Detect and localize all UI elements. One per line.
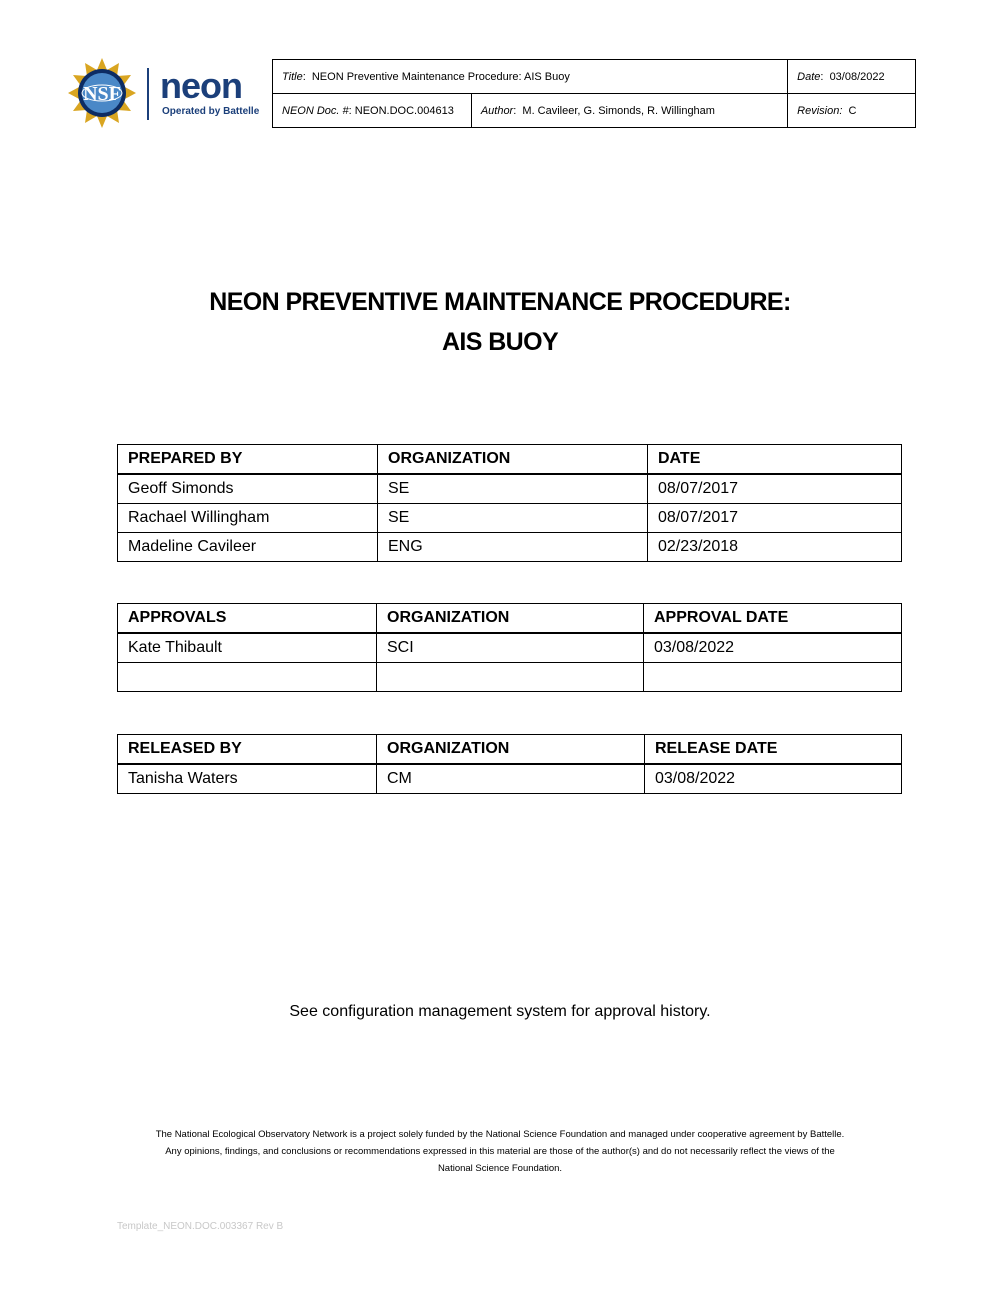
table-cell: 08/07/2017 — [648, 474, 902, 504]
revision-label: Revision: — [797, 104, 843, 117]
table-cell: SCI — [377, 633, 644, 663]
table-cell: 02/23/2018 — [648, 533, 902, 562]
title-value: NEON Preventive Maintenance Procedure: AIS Buoy — [311, 70, 570, 83]
column-header: ORGANIZATION — [377, 735, 645, 765]
column-header: ORGANIZATION — [378, 445, 648, 475]
svg-text:Operated by Battelle: Operated by Battelle — [162, 106, 260, 117]
header-revision-cell — [788, 94, 916, 128]
document-header-table — [272, 59, 916, 128]
prepared-by-table — [117, 444, 902, 562]
template-identifier: Template_NEON.DOC.003367 Rev B — [117, 1221, 284, 1232]
table-cell — [118, 663, 377, 692]
revision-value: C — [848, 104, 857, 117]
table-cell: Kate Thibault — [118, 633, 377, 663]
title-label: Title — [282, 70, 303, 83]
column-header: RELEASE DATE — [645, 735, 902, 765]
table-cell: 03/08/2022 — [644, 633, 902, 663]
header-date-cell: Date: 03/08/2022 — [788, 60, 916, 94]
date-label: Date — [797, 70, 821, 83]
footer-disclaimer — [100, 1126, 900, 1177]
table-cell — [644, 663, 902, 692]
column-header: APPROVALS — [118, 604, 377, 634]
column-header: APPROVAL DATE — [644, 604, 902, 634]
table-row — [118, 764, 902, 794]
footer-line-3: National Science Foundation. — [437, 1163, 563, 1174]
table-cell: 08/07/2017 — [648, 504, 902, 533]
author-value: M. Cavileer, G. Simonds, R. Willingham — [522, 104, 715, 117]
table-header-row — [118, 604, 902, 634]
document-title-line-1: NEON PREVENTIVE MAINTENANCE PROCEDURE: — [209, 288, 791, 316]
table-cell: SE — [378, 504, 648, 533]
column-header: PREPARED BY — [118, 445, 378, 475]
table-cell: Rachael Willingham — [118, 504, 378, 533]
column-header: RELEASED BY — [118, 735, 377, 765]
table-cell: ENG — [378, 533, 648, 562]
footer-line-1: The National Ecological Observatory Network is a project solely funded by the National Science Foundation and managed under cooperative agreement by Battelle. — [155, 1129, 845, 1140]
table-cell — [377, 663, 644, 692]
table-row — [118, 504, 902, 533]
column-header: DATE — [648, 445, 902, 475]
table-cell: SE — [378, 474, 648, 504]
header-title-cell: Title: NEON Preventive Maintenance Procedure: AIS Buoy — [273, 60, 788, 94]
header-logo — [66, 58, 270, 130]
header-doc-number-cell: NEON Doc. #: NEON.DOC.004613 — [273, 94, 472, 128]
table-cell: 03/08/2022 — [645, 764, 902, 794]
doc-number-label: NEON Doc. # — [282, 104, 349, 117]
author-label: Author — [480, 104, 514, 117]
table-cell: Madeline Cavileer — [118, 533, 378, 562]
approvals-table — [117, 603, 902, 692]
header-author-cell: Author: M. Cavileer, G. Simonds, R. Willingham — [471, 94, 787, 128]
document-title — [0, 282, 1000, 362]
doc-number-value: NEON.DOC.004613 — [354, 104, 454, 117]
table-header-row — [118, 735, 902, 765]
svg-text:NSF: NSF — [83, 83, 121, 105]
column-header: ORGANIZATION — [377, 604, 644, 634]
table-cell: Tanisha Waters — [118, 764, 377, 794]
neon-wordmark — [160, 65, 260, 117]
document-title-line-2: AIS BUOY — [441, 328, 559, 356]
table-row — [118, 474, 902, 504]
released-by-table — [117, 734, 902, 794]
approval-history-note: See configuration management system for approval history. — [289, 1003, 711, 1020]
svg-text:neon: neon — [160, 65, 242, 106]
footer-line-2: Any opinions, findings, and conclusions or recommendations expressed in this material are those of the author(s) and do not necessarily reflect the views of the — [165, 1146, 835, 1157]
table-cell: CM — [377, 764, 645, 794]
table-cell: Geoff Simonds — [118, 474, 378, 504]
table-row — [118, 633, 902, 663]
table-header-row — [118, 445, 902, 475]
table-row — [118, 533, 902, 562]
date-value: 03/08/2022 — [829, 70, 885, 83]
table-row — [118, 663, 902, 692]
nsf-seal-icon — [68, 58, 136, 128]
